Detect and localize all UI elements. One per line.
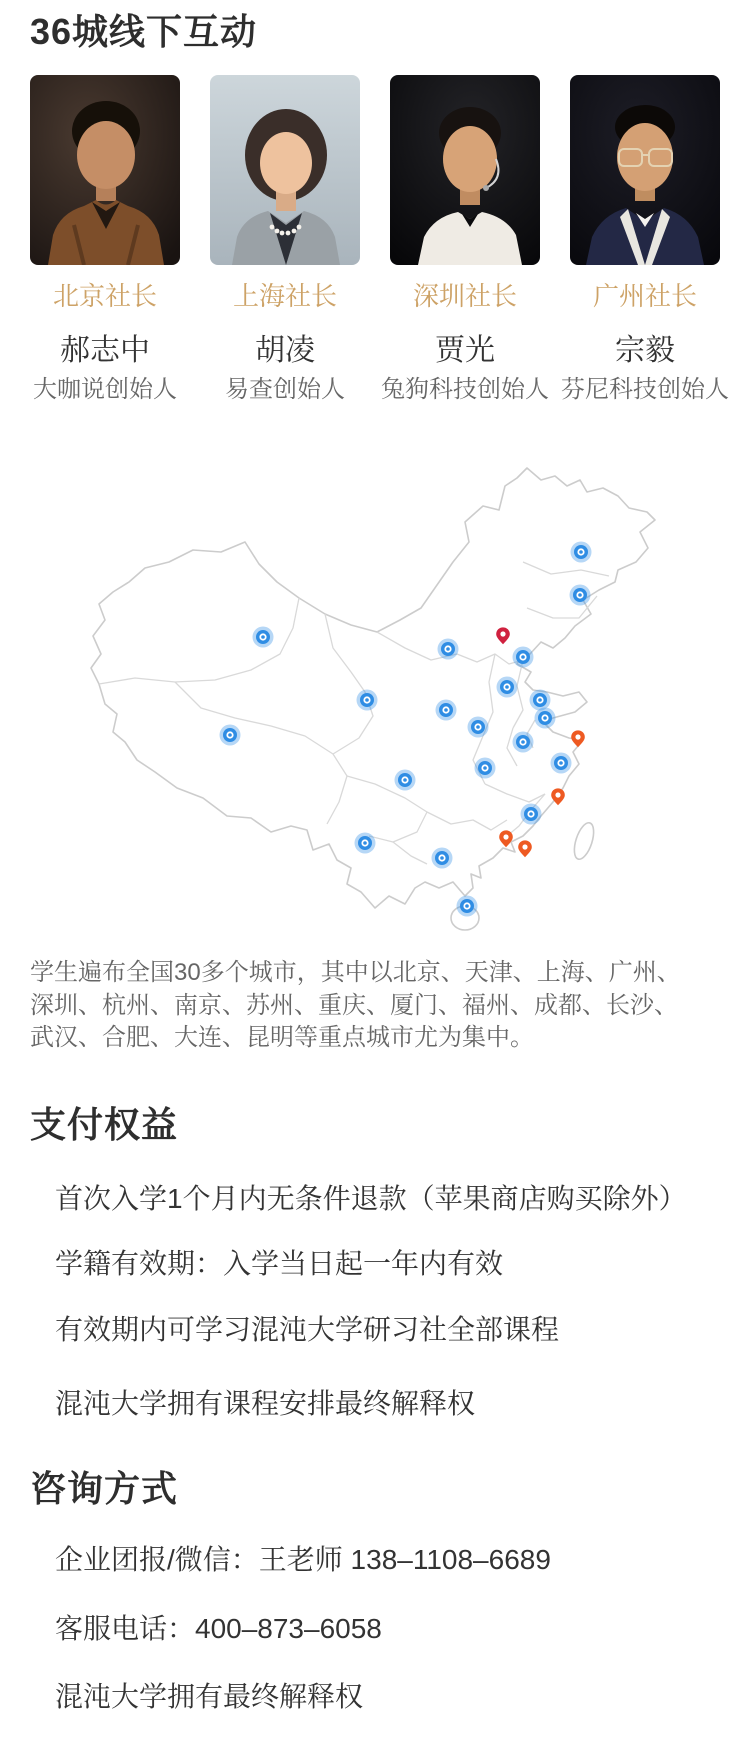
city-marker-blue	[357, 690, 378, 711]
city-marker-blue	[571, 542, 592, 563]
city-marker-blue	[521, 804, 542, 825]
payment-item: 有效期内可学习混沌大学研习社全部课程	[55, 1314, 560, 1345]
city-marker-pin-orange	[499, 830, 513, 847]
payment-item: 混沌大学拥有课程安排最终解释权	[55, 1388, 476, 1419]
president-name: 宗毅	[615, 334, 675, 367]
city-marker-blue	[253, 627, 274, 648]
payment-item: 学籍有效期：入学当日起一年内有效	[55, 1248, 504, 1279]
city-marker-blue	[551, 753, 572, 774]
president-name: 郝志中	[60, 334, 150, 367]
president-description: 兔狗科技创始人	[381, 376, 549, 403]
city-marker-pin-red	[496, 627, 510, 644]
contact-item-disclaimer: 混沌大学拥有最终解释权	[55, 1681, 364, 1712]
cities-paragraph: 学生遍布全国30多个城市，其中以北京、天津、上海、广州、深圳、杭州、南京、苏州、重庆、厦门、福州、成都、长沙、武汉、合肥、大连、昆明等重点城市尤为集中。	[30, 959, 681, 1051]
city-marker-blue	[513, 647, 534, 668]
city-marker-blue	[468, 717, 489, 738]
city-marker-blue	[530, 690, 551, 711]
portrait-photo	[390, 75, 540, 265]
city-marker-blue	[395, 770, 416, 791]
city-marker-blue	[436, 700, 457, 721]
contact-section-heading: 咨询方式	[30, 1468, 179, 1509]
portrait-photo	[210, 75, 360, 265]
page-title: 36城线下互动	[30, 11, 258, 52]
city-marker-pin-orange	[571, 730, 585, 747]
president-name: 贾光	[435, 334, 495, 367]
city-marker-blue	[497, 677, 518, 698]
city-marker-blue	[535, 708, 556, 729]
city-marker-blue	[457, 896, 478, 917]
portrait-photo	[30, 75, 180, 265]
contact-item-wechat: 企业团报/微信：王老师 138–1108–6689	[55, 1544, 551, 1575]
president-card	[210, 75, 360, 405]
china-map	[75, 420, 665, 935]
payment-item: 首次入学1个月内无条件退款（苹果商店购买除外）	[55, 1183, 687, 1214]
city-marker-blue	[570, 585, 591, 606]
president-description: 芬尼科技创始人	[561, 376, 729, 403]
city-marker-blue	[438, 639, 459, 660]
city-label: 深圳社长	[412, 281, 518, 311]
city-marker-blue	[220, 725, 241, 746]
president-description: 易查创始人	[225, 376, 345, 403]
city-marker-blue	[432, 848, 453, 869]
city-label: 北京社长	[52, 281, 158, 311]
city-label: 上海社长	[232, 281, 338, 311]
city-marker-blue	[355, 833, 376, 854]
president-card	[381, 75, 549, 405]
city-marker-pin-orange	[518, 840, 532, 857]
city-marker-blue	[475, 758, 496, 779]
taiwan-island	[571, 820, 598, 861]
president-card	[561, 75, 729, 405]
president-name: 胡凌	[255, 334, 315, 367]
portrait-photo	[570, 75, 720, 265]
contact-item-phone: 客服电话：400–873–6058	[55, 1613, 382, 1644]
president-card	[30, 75, 180, 405]
payment-section-heading: 支付权益	[30, 1104, 179, 1145]
president-description: 大咖说创始人	[33, 376, 177, 403]
city-label: 广州社长	[592, 281, 698, 311]
city-marker-blue	[513, 732, 534, 753]
